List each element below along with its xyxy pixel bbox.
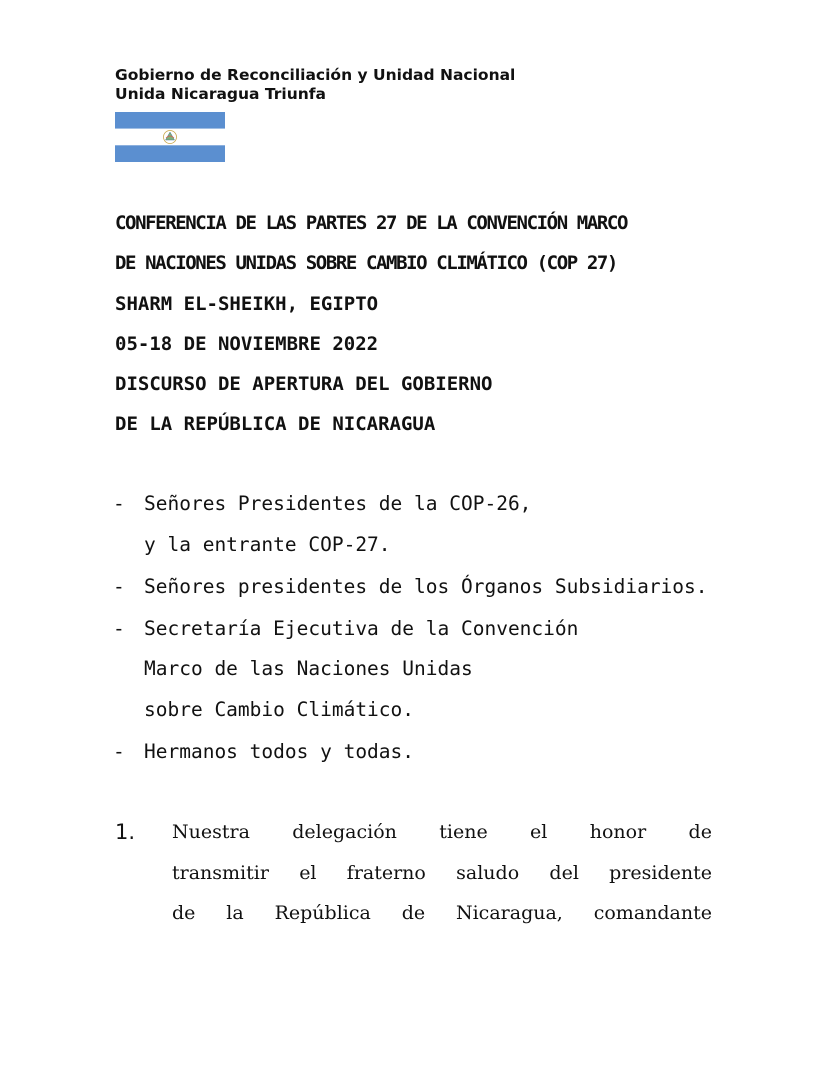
paragraph-line <box>172 893 712 934</box>
title-line-1: CONFERENCIA DE LAS PARTES 27 DE LA CONVENCIÓN MARCO <box>115 212 627 234</box>
salutation-line: Señores Presidentes de la COP-26, <box>144 492 532 515</box>
paragraph-line <box>172 853 712 894</box>
document-header <box>115 66 515 104</box>
paragraph-text <box>172 812 712 934</box>
salutation-line: Marco de las Naciones Unidas <box>144 657 473 680</box>
list-bullet: - <box>113 739 125 763</box>
paragraph-number: 1. <box>115 820 136 844</box>
flag-top-stripe <box>115 112 225 129</box>
flag-bottom-stripe <box>115 145 225 162</box>
list-item <box>113 567 708 608</box>
salutation-line: sobre Cambio Climático. <box>144 697 415 721</box>
title-line-5: DISCURSO DE APERTURA DEL GOBIERNO <box>115 373 493 396</box>
salutation-line: Señores presidentes de los Órganos Subsidiarios. <box>144 574 708 598</box>
list-item <box>113 732 708 773</box>
title-line-3: SHARM EL-SHEIKH, EGIPTO <box>115 292 379 315</box>
list-item <box>113 484 708 565</box>
document-title <box>115 203 627 445</box>
list-item <box>113 609 708 731</box>
salutation-list <box>113 484 708 774</box>
list-bullet: - <box>113 616 125 640</box>
list-bullet: - <box>113 492 125 515</box>
list-bullet: - <box>113 574 125 598</box>
salutation-line: Secretaría Ejecutiva de la Convención <box>144 616 579 640</box>
justified-line: transmitir el fraterno saludo del presidente <box>172 861 712 884</box>
nicaragua-flag-icon <box>115 112 225 162</box>
salutation-line: Hermanos todos y todas. <box>144 739 415 763</box>
salutation-line: y la entrante COP-27. <box>144 532 391 556</box>
justified-line: de la República de Nicaragua, comandante <box>172 902 712 924</box>
header-slogan: Unida Nicaragua Triunfa <box>115 85 327 103</box>
paragraph-1 <box>115 812 715 934</box>
title-line-4: 05-18 DE NOVIEMBRE 2022 <box>115 332 379 355</box>
title-line-6: DE LA REPÚBLICA DE NICARAGUA <box>115 413 436 436</box>
title-line-2: DE NACIONES UNIDAS SOBRE CAMBIO CLIMÁTICO (COP 27) <box>115 252 617 275</box>
paragraph-line <box>172 812 712 853</box>
header-government-name: Gobierno de Reconciliación y Unidad Nacional <box>115 66 516 84</box>
justified-line: Nuestra delegación tiene el honor de <box>172 821 712 843</box>
